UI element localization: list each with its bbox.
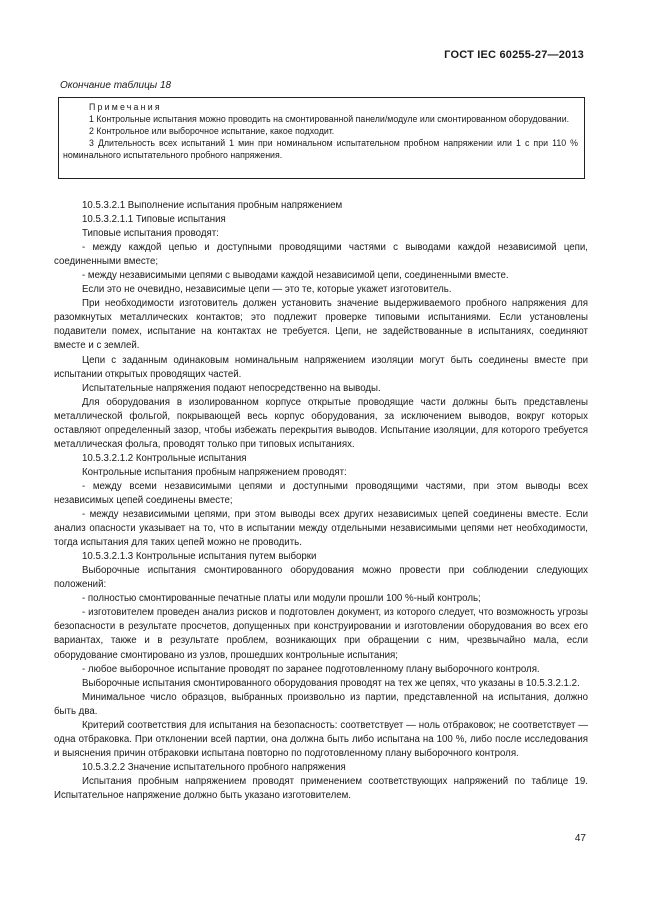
body-paragraph: Для оборудования в изолированном корпусе открытые проводящие части должны быть представлены металлической фольгой, покрывающей весь корпус оборудования, за исключением выводов, вокруг которых оставляют определенный зазор, чтобы избежать перекрытия выводов. Испытание изоляции, для которого требуется металлическая фольга, проводят только при типовых испытаниях. <box>54 396 588 450</box>
section-heading: 10.5.3.2.1.3 Контрольные испытания путем выборки <box>82 551 317 563</box>
list-item: - между каждой цепью и доступными проводящими частями с выводами каждой независимой цепи, соединенными вместе; <box>54 242 588 268</box>
list-item: - полностью смонтированные печатные платы или модули прошли 100 %-ный контроль; <box>82 593 481 605</box>
document-body <box>54 199 588 803</box>
note-item: 2 Контрольное или выборочное испытание, какое подходит. <box>89 126 335 136</box>
list-item: - любое выборочное испытание проводят по заранее подготовленному плану выборочного контроля. <box>82 663 540 675</box>
body-paragraph: Минимальное число образцов, выбранных произвольно из партии, представленной на испытания, должно быть два. <box>54 691 588 717</box>
body-paragraph: Типовые испытания проводят: <box>82 228 219 240</box>
section-heading: 10.5.3.2.1 Выполнение испытания пробным напряжением <box>82 200 343 211</box>
section-heading: 10.5.3.2.1.1 Типовые испытания <box>82 214 226 226</box>
body-paragraph: При необходимости изготовитель должен установить значение выдерживаемого пробного напряжения для разомкнутых металлических контактов; это подлежит проверке типовыми испытаниями. Если установлены подавители помех, испытание на контактах не требуется. Цепи, не задействованные в испытаниях, соединяют вместе и с землей. <box>54 298 588 352</box>
body-paragraph: Выборочные испытания смонтированного оборудования проводят на тех же цепях, что указаны в 10.5.3.2.1.2. <box>82 677 580 689</box>
note-item: 1 Контрольные испытания можно проводить на смонтированной панели/модуле или смонтированном оборудовании. <box>89 114 570 124</box>
page-number: 47 <box>574 833 586 844</box>
note-title: Примечания <box>89 102 162 112</box>
body-paragraph: Критерий соответствия для испытания на безопасность: соответствует — ноль отбраковок; не соответствует — одна отбраковка. При отклонении всей партии, она должна быть либо испытана на 100 %, либо после исследования и выяснения причин отбраковки испытана повторно по подготовленному плану выборочного контроля. <box>54 719 588 759</box>
list-item: - между независимыми цепями с выводами каждой независимой цепи, соединенными вместе. <box>82 270 509 282</box>
body-paragraph: Контрольные испытания пробным напряжением проводят: <box>82 466 347 478</box>
body-paragraph: Выборочные испытания смонтированного оборудования можно провести при соблюдении следующих положений: <box>54 565 588 591</box>
note-item: 3 Длительность всех испытаний 1 мин при номинальном испытательном пробном напряжении или 1 с при 110 % номинального испытательного пробного напряжения. <box>63 138 578 160</box>
body-paragraph: Если это не очевидно, независимые цепи — это те, которые укажет изготовитель. <box>82 284 452 296</box>
table-note-box <box>58 97 585 179</box>
list-item: - изготовителем проведен анализ рисков и подготовлен документ, из которого следует, что возможность угрозы безопасности в результате просчетов, допущенных при конструировании и изготовлении оборудования во всех его вариантах, также и в результате проблем, возникающих при обращении с ним, чрезвычайно мала, если оборудование смонтировано из узлов, прошедших контрольные испытания; <box>54 607 588 661</box>
body-paragraph: Испытания пробным напряжением проводят применением соответствующих напряжений по таблице 19. Испытательное напряжение должно быть указано изготовителем. <box>54 775 588 801</box>
section-heading: 10.5.3.2.1.2 Контрольные испытания <box>82 452 247 464</box>
section-heading: 10.5.3.2.2 Значение испытательного пробного напряжения <box>82 761 346 773</box>
list-item: - между всеми независимыми цепями и доступными проводящими частями, при этом выводы всех независимых цепей соединены вместе; <box>54 480 588 506</box>
document-standard-number: ГОСТ IEC 60255-27—2013 <box>444 49 584 61</box>
table-continuation-caption: Окончание таблицы 18 <box>60 80 172 91</box>
list-item: - между независимыми цепями, при этом выводы всех других независимых цепей соединены вместе. Если анализ опасности указывает на то, что в испытании между отдельными независимыми цепями нет необходимости, тогда испытания для таких цепей можно не проводить. <box>54 509 588 549</box>
body-paragraph: Испытательные напряжения подают непосредственно на выводы. <box>82 382 381 394</box>
body-paragraph: Цепи с заданным одинаковым номинальным напряжением изоляции могут быть соединены вместе при испытании открытых проводящих частей. <box>54 354 588 380</box>
